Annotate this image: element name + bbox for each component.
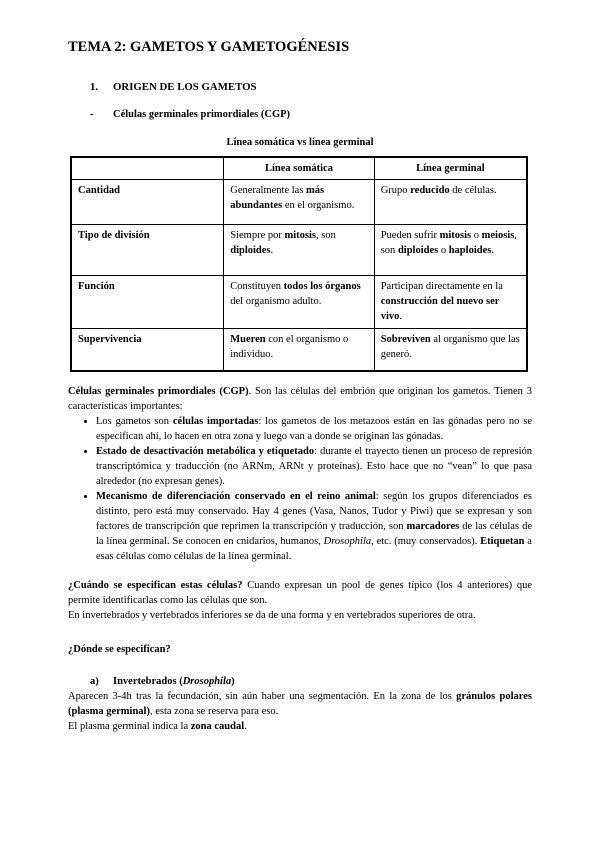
table-caption: Línea somática vs línea germinal: [226, 137, 374, 148]
section-heading-origen: [90, 80, 532, 95]
cell-tipo-somatica: Siempre por mitosis, son diploides.: [224, 225, 374, 276]
when-specified-line2: En invertebrados y vertebrados inferiores se da de una forma y en vertebrados superiores de otra.: [68, 610, 476, 621]
list-item-mecanismo-diferenciacion: • Mecanismo de diferenciación conservado en el reino animal: según los grupos diferenciados es distinto, pero está muy conservado. Hay 4 genes (Vasa, Nanos, Tudor y Piwi) que se expresan y son factores de transcripción que reprimen la transcripción y traducción, son marcadores de las células de la línea germinal. Se conocen en cnidarios, humanos, Drosophila, etc. (muy conservados). Etiquetan a esas células como células de la línea germinal.: [96, 489, 532, 564]
where-specified-heading: ¿Dónde se especifican?: [68, 644, 171, 655]
cell-cantidad-somatica: Generalmente las más abundantes en el organismo.: [224, 180, 374, 225]
row-label-supervivencia: Supervivencia: [71, 329, 224, 372]
table-row: [71, 180, 527, 225]
row-label-funcion: Función: [71, 276, 224, 329]
invertebrates-heading-letter: a): [90, 676, 99, 687]
cell-funcion-somatica: Constituyen todos los órganos del organismo adulto.: [224, 276, 374, 329]
table-row: [71, 329, 527, 372]
invertebrates-heading: [90, 674, 532, 689]
comparison-table: [70, 156, 528, 372]
subheading-label: Células germinales primordiales (CGP): [113, 109, 291, 120]
cell-funcion-germinal: Participan directamente en la construcción del nuevo ser vivo.: [374, 276, 527, 329]
dash-marker: -: [90, 109, 94, 120]
document-title: TEMA 2: GAMETOS Y GAMETOGÉNESIS: [68, 39, 350, 55]
table-header-germinal: Línea germinal: [374, 157, 527, 180]
section-heading-label: ORIGEN DE LOS GAMETOS: [113, 81, 257, 93]
cgp-intro-paragraph: Células germinales primordiales (CGP). Son las células del embrión que originan los gametos. Tienen 3 características importantes:: [68, 386, 532, 412]
row-label-tipo-division: Tipo de división: [71, 225, 224, 276]
list-item-celulas-importadas: • Los gametos son células importadas: los gametos de los metazoos están en las gónadas pero no se especifican ahí, lo hacen en otra zona y luego van a donde se originan las gónadas.: [96, 414, 532, 444]
invertebrates-heading-label: Invertebrados (Drosophila): [113, 676, 235, 687]
row-label-cantidad: Cantidad: [71, 180, 224, 225]
table-header-row: [71, 157, 527, 180]
table-row: [71, 225, 527, 276]
cell-supervivencia-germinal: Sobreviven al organismo que las generó.: [374, 329, 527, 372]
table-corner-cell: [71, 157, 224, 180]
list-item-desactivacion-metabolica: • Estado de desactivación metabólica y etiquetado: durante el trayecto tienen un proceso de represión transcriptómica y traducción (no ARNm, ARNt y proteínas). Esto hace que no “vean” lo que pasa alrededor (no expresan genes).: [96, 444, 532, 489]
invertebrates-line2: El plasma germinal indica la zona caudal.: [68, 721, 247, 732]
subheading-cgp: [90, 107, 532, 122]
invertebrates-paragraph: Aparecen 3-4h tras la fecundación, sin aún haber una segmentación. En la zona de los gránulos polares (plasma germinal), esta zona se reserva para eso.: [68, 691, 532, 717]
cgp-characteristics-list: [68, 414, 532, 564]
table-row: [71, 276, 527, 329]
cell-supervivencia-somatica: Mueren con el organismo o individuo.: [224, 329, 374, 372]
section-number: 1.: [90, 81, 99, 93]
cell-cantidad-germinal: Grupo reducido de células.: [374, 180, 527, 225]
table-header-somatica: Línea somática: [224, 157, 374, 180]
cell-tipo-germinal: Pueden sufrir mitosis o meiosis, son diploides o haploides.: [374, 225, 527, 276]
when-specified-paragraph: ¿Cuándo se especifican estas células? Cuando expresan un pool de genes típico (los 4 anteriores) que permite identificarlas como las células que son.: [68, 580, 532, 606]
